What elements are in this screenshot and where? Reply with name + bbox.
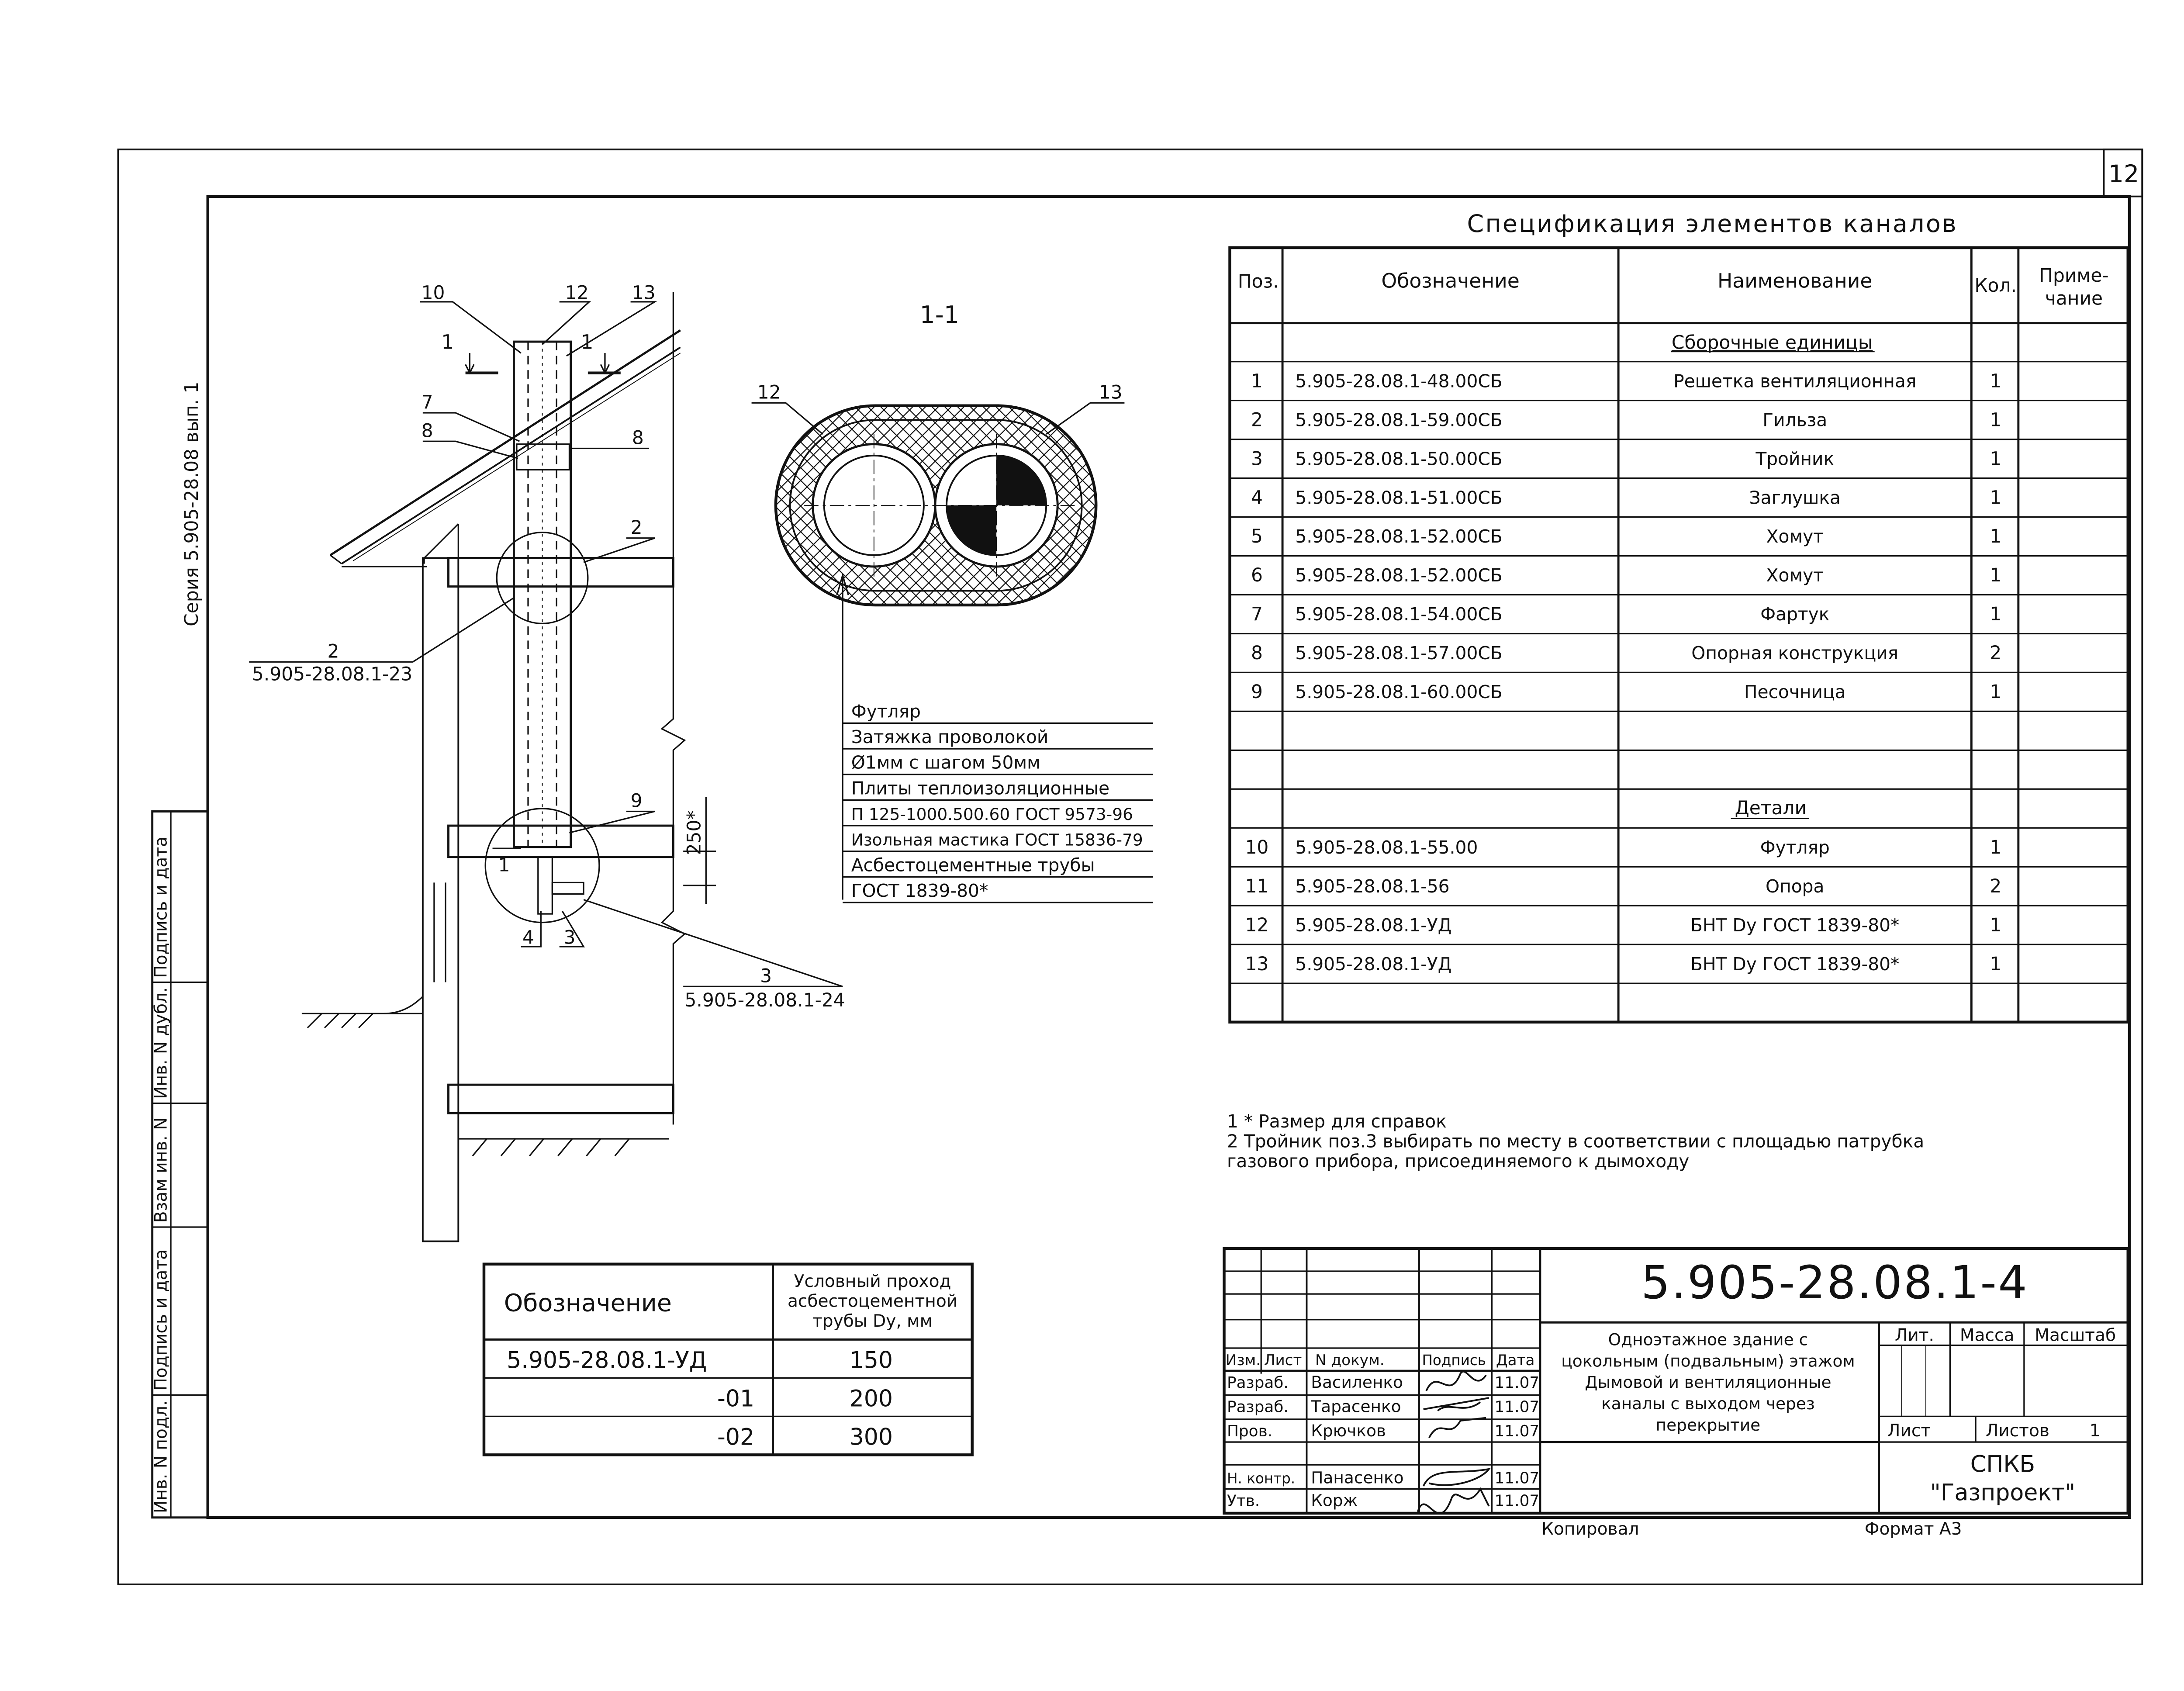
- spec-h-desig: Обозначение: [1381, 269, 1520, 293]
- spec-detail-row-1-qty: 2: [1990, 875, 2002, 897]
- spec-detail-row-3-desig: 5.905-28.08.1-УД: [1295, 953, 1452, 975]
- ref-3-num: 3: [760, 965, 772, 987]
- tb-date-2: 11.07: [1494, 1422, 1540, 1441]
- spec-detail-row-0-pos: 10: [1245, 836, 1269, 858]
- spec-detail-row-1-desig: 5.905-28.08.1-56: [1295, 875, 1450, 897]
- spec-row-0-pos: 1: [1251, 370, 1263, 392]
- spec-h-pos: Поз.: [1237, 270, 1279, 292]
- spec-detail-row-2-name: БНТ Dy ГОСТ 1839-80*: [1690, 914, 1900, 936]
- dy-table: [484, 1264, 972, 1455]
- spec-row-4-pos: 5: [1251, 526, 1263, 547]
- spec-detail-row-1-name: Опора: [1766, 875, 1825, 897]
- desc-4: перекрытие: [1655, 1415, 1761, 1435]
- callout-2: 2: [630, 517, 643, 539]
- stamp-vzam-inv: Взам инв. N: [151, 1117, 171, 1223]
- ref-3-code: 5.905-28.08.1-24: [684, 989, 845, 1011]
- spec-row-3-name: Заглушка: [1749, 487, 1841, 508]
- note-2: 2 Тройник поз.3 выбирать по месту в соответствии с площадью патрубка: [1227, 1131, 1925, 1152]
- tb-role-0: Разраб.: [1227, 1374, 1289, 1392]
- spec-detail-row-2-desig: 5.905-28.08.1-УД: [1295, 914, 1452, 936]
- tb-date-3: 11.07: [1494, 1469, 1540, 1487]
- spec-row-7-pos: 8: [1251, 642, 1263, 664]
- signature-3: [1424, 1469, 1489, 1486]
- spec-row-6-pos: 7: [1251, 603, 1263, 625]
- tb-date-0: 11.07: [1494, 1374, 1540, 1392]
- dy-row-0-value: 150: [849, 1347, 893, 1374]
- tb-format: Формат А3: [1864, 1519, 1962, 1539]
- spec-h-name: Наименование: [1717, 269, 1873, 293]
- material-6: Асбестоцементные трубы: [851, 854, 1095, 876]
- ref-2-code: 5.905-28.08.1-23: [252, 663, 413, 685]
- spec-row-4-qty: 1: [1990, 526, 2002, 547]
- callout-3: 3: [563, 927, 576, 948]
- spec-row-2-qty: 1: [1990, 448, 2002, 470]
- spec-row-4-desig: 5.905-28.08.1-52.00СБ: [1295, 526, 1503, 547]
- tb-col-izm: Изм.: [1225, 1352, 1261, 1369]
- material-4: П 125-1000.500.60 ГОСТ 9573-96: [851, 805, 1133, 824]
- spec-row-5-desig: 5.905-28.08.1-52.00СБ: [1295, 565, 1503, 586]
- dy-row-2-value: 300: [849, 1424, 893, 1451]
- spec-row-0-name: Решетка вентиляционная: [1673, 370, 1917, 392]
- spec-row-8-qty: 1: [1990, 681, 2002, 703]
- spec-row-1-desig: 5.905-28.08.1-59.00СБ: [1295, 409, 1503, 431]
- tb-scale: Масштаб: [2035, 1325, 2116, 1345]
- callout-4: 4: [522, 927, 534, 948]
- spec-row-8-desig: 5.905-28.08.1-60.00СБ: [1295, 681, 1503, 703]
- material-0: Футляр: [851, 701, 921, 722]
- tb-name-1: Тарасенко: [1311, 1397, 1401, 1416]
- spec-row-7-desig: 5.905-28.08.1-57.00СБ: [1295, 643, 1503, 664]
- desc-1: цокольным (подвальным) этажом: [1561, 1351, 1855, 1371]
- desc-0: Одноэтажное здание с: [1608, 1330, 1808, 1349]
- tb-name-2: Крючков: [1311, 1421, 1386, 1441]
- drawing-code: 5.905-28.08.1-4: [1641, 1255, 2028, 1309]
- signature-2: [1429, 1418, 1486, 1438]
- spec-table: [1230, 210, 2128, 1022]
- spec-row-8-pos: 9: [1251, 681, 1263, 703]
- spec-detail-row-0-qty: 1: [1990, 836, 2002, 858]
- section-callout-13: 13: [1099, 381, 1123, 403]
- spec-row-1-pos: 2: [1251, 409, 1263, 431]
- spec-row-1-qty: 1: [1990, 409, 2002, 431]
- material-1: Затяжка проволокой: [851, 726, 1049, 748]
- spec-row-0-qty: 1: [1990, 370, 2002, 392]
- dy-row-1-value: 200: [849, 1386, 893, 1412]
- spec-row-6-name: Фартук: [1760, 604, 1830, 625]
- tb-sheets: Листов: [1985, 1421, 2049, 1441]
- dy-h2-2: трубы Dy, мм: [812, 1311, 933, 1331]
- dy-h1: Обозначение: [504, 1289, 672, 1318]
- spec-section-assembly: Сборочные единицы: [1671, 332, 1873, 353]
- spec-detail-row-3-name: БНТ Dy ГОСТ 1839-80*: [1690, 953, 1900, 975]
- tb-name-3: Панасенко: [1311, 1468, 1404, 1487]
- spec-row-7-qty: 2: [1990, 642, 2002, 664]
- series-label: Серия 5.905-28.08 вып. 1: [180, 381, 202, 626]
- tb-date-1: 11.07: [1494, 1398, 1540, 1416]
- dy-h2-1: асбестоцементной: [787, 1291, 958, 1311]
- elevation-view: [249, 282, 845, 1241]
- material-5: Изольная мастика ГОСТ 15836-79: [851, 830, 1143, 850]
- signature-0: [1426, 1372, 1486, 1391]
- spec-row-5-pos: 6: [1251, 564, 1263, 586]
- tb-col-doc: N докум.: [1315, 1352, 1385, 1369]
- signature-1: [1424, 1398, 1489, 1411]
- spec-detail-row-3-qty: 1: [1990, 953, 2002, 975]
- side-stamp: [151, 382, 208, 1518]
- stamp-inv-dubl: Инв. N дубл.: [151, 987, 171, 1099]
- tb-name-0: Василенко: [1311, 1373, 1403, 1392]
- callout-7: 7: [421, 391, 433, 413]
- tb-date-4: 11.07: [1494, 1492, 1540, 1510]
- cut-mark-left: 1: [441, 330, 454, 354]
- spec-row-7-name: Опорная конструкция: [1691, 643, 1899, 664]
- tb-sheet: Лист: [1887, 1421, 1931, 1441]
- note-3: газового прибора, присоединяемого к дымоходу: [1227, 1151, 1690, 1172]
- materials-legend: [843, 701, 1153, 903]
- spec-row-2-desig: 5.905-28.08.1-50.00СБ: [1295, 448, 1503, 470]
- spec-row-1-name: Гильза: [1762, 409, 1828, 431]
- callout-12: 12: [565, 282, 589, 304]
- spec-row-5-qty: 1: [1990, 564, 2002, 586]
- callout-13: 13: [632, 282, 656, 304]
- section-callout-12: 12: [757, 381, 781, 403]
- dy-row-0-desig: 5.905-28.08.1-УД: [507, 1347, 707, 1374]
- stamp-sign-date-1: Подпись и дата: [151, 1249, 171, 1391]
- tb-role-1: Разраб.: [1227, 1398, 1289, 1416]
- material-3: Плиты теплоизоляционные: [851, 778, 1110, 799]
- spec-h-qty: Кол.: [1974, 275, 2017, 297]
- title-block: [1224, 1248, 2128, 1539]
- dy-h2-0: Условный проход: [794, 1271, 951, 1291]
- tb-mass: Масса: [1959, 1325, 2015, 1345]
- tb-role-3: Н. контр.: [1227, 1470, 1296, 1487]
- dy-row-1-desig: -01: [717, 1386, 755, 1412]
- desc-2: Дымовой и вентиляционные: [1585, 1373, 1832, 1392]
- ref-2-num: 2: [327, 640, 339, 662]
- spec-row-8-name: Песочница: [1744, 681, 1846, 703]
- tb-name-4: Корж: [1311, 1490, 1358, 1510]
- spec-row-3-pos: 4: [1251, 487, 1263, 508]
- spec-detail-row-2-qty: 1: [1990, 914, 2002, 936]
- spec-detail-row-3-pos: 13: [1245, 953, 1269, 975]
- tb-role-2: Пров.: [1227, 1422, 1273, 1441]
- section-label: 1-1: [919, 301, 959, 329]
- callout-10: 10: [421, 282, 445, 304]
- material-2: Ø1мм с шагом 50мм: [851, 752, 1040, 773]
- callout-1: 1: [498, 854, 510, 876]
- signature-4: [1418, 1489, 1489, 1514]
- dim-250: 250*: [683, 810, 705, 855]
- tb-lit: Лит.: [1894, 1325, 1934, 1345]
- spec-title: Спецификация элементов каналов: [1467, 210, 1958, 239]
- sheet-number: 12: [2108, 160, 2139, 189]
- stamp-sign-date-2: Подпись и дата: [151, 836, 171, 978]
- spec-row-6-qty: 1: [1990, 603, 2002, 625]
- dy-row-2-desig: -02: [717, 1424, 755, 1451]
- tb-col-sign: Подпись: [1422, 1352, 1486, 1369]
- org-1: "Газпроект": [1930, 1480, 2076, 1506]
- tb-role-4: Утв.: [1227, 1492, 1260, 1510]
- spec-section-details: Детали: [1735, 797, 1807, 819]
- desc-3: каналы с выходом через: [1601, 1394, 1815, 1414]
- spec-row-3-qty: 1: [1990, 487, 2002, 508]
- spec-row-2-name: Тройник: [1755, 448, 1835, 470]
- tb-col-list: Лист: [1264, 1352, 1302, 1369]
- note-1: 1 * Размер для справок: [1227, 1110, 1447, 1132]
- notes: [1227, 1111, 1924, 1172]
- spec-row-6-desig: 5.905-28.08.1-54.00СБ: [1295, 604, 1503, 625]
- callout-8-right: 8: [632, 427, 644, 449]
- spec-row-0-desig: 5.905-28.08.1-48.00СБ: [1295, 370, 1503, 392]
- cut-mark-right: 1: [581, 330, 594, 354]
- spec-detail-row-0-desig: 5.905-28.08.1-55.00: [1295, 837, 1478, 858]
- org-0: СПКБ: [1970, 1451, 2035, 1478]
- spec-row-2-pos: 3: [1251, 448, 1263, 470]
- material-7: ГОСТ 1839-80*: [851, 880, 988, 901]
- callout-9: 9: [630, 790, 643, 812]
- spec-detail-row-1-pos: 11: [1245, 875, 1269, 897]
- spec-detail-row-0-name: Футляр: [1760, 837, 1830, 858]
- spec-row-3-desig: 5.905-28.08.1-51.00СБ: [1295, 487, 1503, 508]
- tb-sheets-n: 1: [2089, 1421, 2101, 1441]
- stamp-inv-podl: Инв. N подл.: [151, 1400, 171, 1513]
- tb-col-date: Дата: [1496, 1352, 1535, 1369]
- spec-h-note: Приме-чание: [2039, 265, 2109, 309]
- tb-copied: Копировал: [1541, 1519, 1639, 1539]
- callout-8-left: 8: [421, 420, 433, 442]
- spec-row-4-name: Хомут: [1766, 526, 1824, 547]
- spec-row-5-name: Хомут: [1766, 565, 1824, 586]
- spec-detail-row-2-pos: 12: [1245, 914, 1269, 936]
